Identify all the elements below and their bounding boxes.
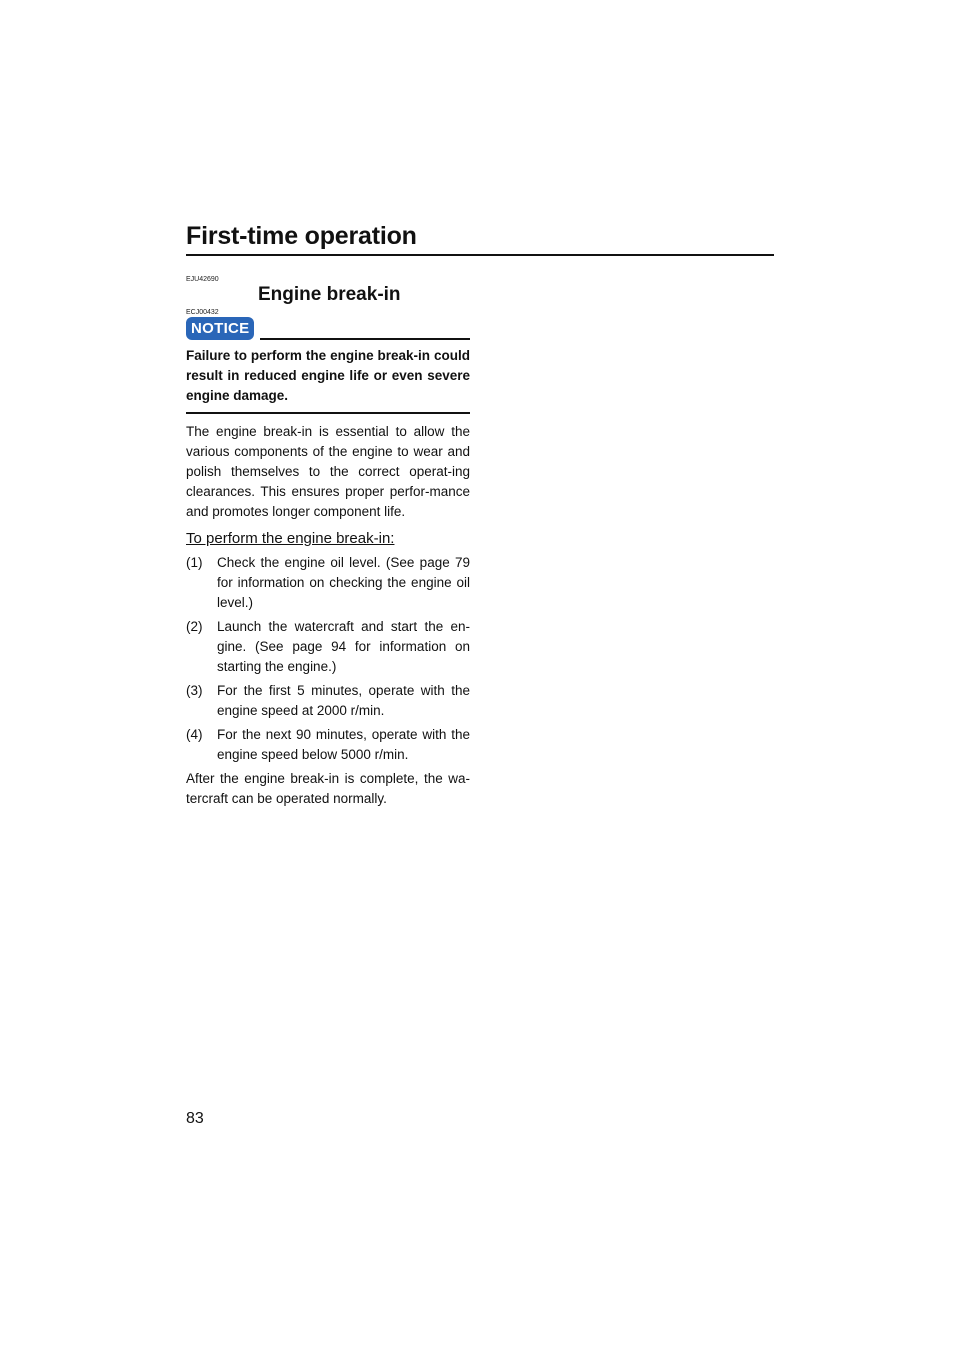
notice-badge: NOTICE (186, 317, 254, 340)
step-text: Check the engine oil level. (See page 79 for information on checking the engine oil level.) (217, 555, 470, 610)
content-column (186, 275, 470, 809)
step-number: (3) (186, 683, 203, 698)
section-code: EJU42690 (186, 276, 219, 283)
intro-paragraph: The engine break-in is essential to allow the various components of the engine to wear and polish themselves to the correct operat-ing clearances. This ensures proper perfor-mance and promotes longer component life. (186, 424, 470, 519)
section-title: Engine break-in (258, 284, 401, 305)
list-item (186, 617, 470, 677)
list-item (186, 681, 470, 721)
list-item (186, 553, 470, 613)
notice-text: Failure to perform the engine break-in could result in reduced engine life or even severe engine damage. (186, 346, 470, 414)
list-item (186, 725, 470, 765)
closing-paragraph: After the engine break-in is complete, the wa-tercraft can be operated normally. (186, 771, 470, 806)
step-text: For the next 90 minutes, operate with the engine speed below 5000 r/min. (217, 727, 470, 762)
notice-header (186, 317, 470, 340)
step-number: (1) (186, 555, 203, 570)
step-number: (2) (186, 619, 203, 634)
page-header-title: First-time operation (186, 222, 417, 250)
step-text: For the first 5 minutes, operate with the engine speed at 2000 r/min. (217, 683, 470, 718)
notice-rule (260, 338, 470, 340)
procedure-heading: To perform the engine break-in: (186, 530, 395, 547)
step-number: (4) (186, 727, 203, 742)
notice-code: ECJ00432 (186, 309, 219, 316)
step-text: Launch the watercraft and start the en-gine. (See page 94 for information on starting the engine.) (217, 619, 470, 674)
page-number: 83 (186, 1110, 204, 1127)
header-rule (186, 254, 774, 256)
procedure-steps (186, 553, 470, 765)
